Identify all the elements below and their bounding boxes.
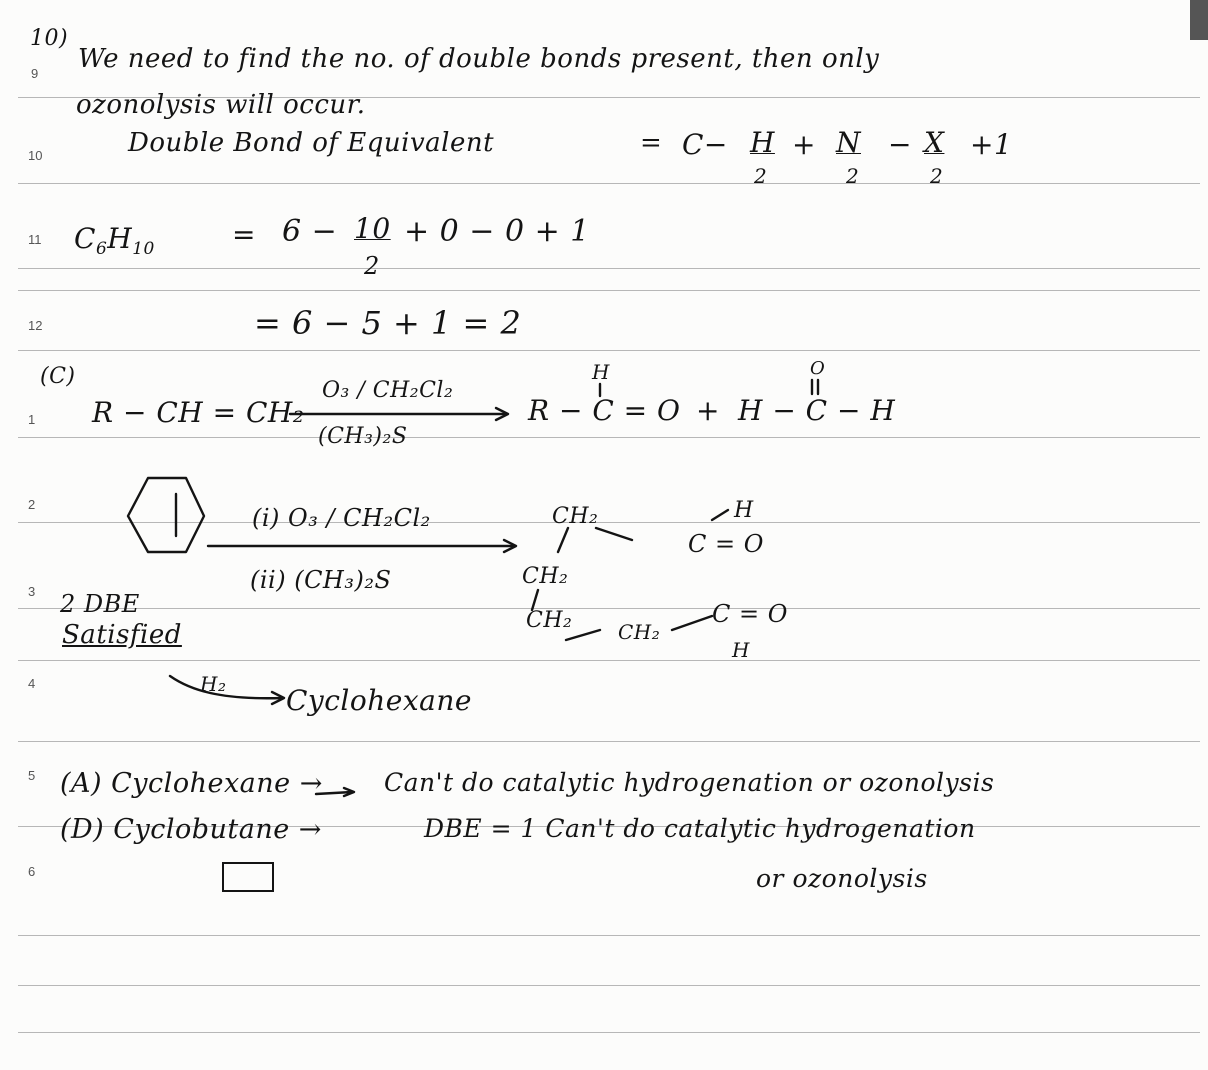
compound-formula: $C_6H_{10}$ — [74, 222, 155, 259]
reagent-bottom: (CH₃)₂S — [318, 424, 408, 449]
satisfied-label: Satisfied — [62, 620, 182, 650]
bond-line — [558, 528, 568, 552]
line-number: 5 — [28, 768, 36, 783]
intro-line-2: ozonolysis will occur. — [76, 90, 366, 120]
question-number: 10) — [30, 26, 69, 51]
dbe-x: X — [924, 126, 945, 159]
calc1-rhs: + 0 − 0 + 1 — [404, 214, 590, 249]
calc1-eq: = — [232, 218, 256, 251]
product-ch2-top: CH₂ — [552, 504, 599, 529]
calc1-lhs: 6 − — [282, 214, 338, 249]
h2-label: H₂ — [200, 672, 227, 696]
calc1-numerator: 10 — [354, 212, 391, 245]
line-number: 1 — [28, 412, 36, 427]
dbe-count: 2 DBE — [60, 590, 140, 618]
reagent-top: O₃ / CH₂Cl₂ — [322, 378, 454, 403]
product-h-bot: H — [732, 638, 750, 662]
note-a-label: (A) Cyclohexane → — [60, 768, 323, 799]
line-number: 9 — [31, 66, 39, 81]
dbe-c: C− — [682, 128, 728, 161]
product-co-bot: C = O — [712, 600, 788, 628]
option-c-label: (C) — [40, 364, 76, 389]
h2-arrow — [170, 676, 282, 698]
note-d-label: (D) Cyclobutane → — [60, 814, 322, 845]
note-d-text: DBE = 1 Can't do catalytic hydrogenation — [424, 814, 976, 843]
cyclohexene-ring — [128, 478, 204, 552]
product1: R − C = O — [528, 394, 681, 427]
product2: H − C − H — [738, 394, 896, 427]
plus-sign: + — [696, 394, 720, 427]
bond-line — [712, 510, 728, 520]
reactant: R − CH = CH₂ — [92, 396, 305, 429]
product2-o: O — [810, 358, 826, 379]
dbe-minus: − — [888, 128, 912, 161]
line-number: 2 — [28, 497, 36, 512]
dbe-plus: + — [792, 128, 816, 161]
line-number: 10 — [28, 148, 43, 163]
product-ch2-bot: CH₂ — [526, 608, 573, 633]
dbe-denom-x: 2 — [930, 164, 944, 188]
bond-line — [566, 630, 600, 640]
line-number: 6 — [28, 864, 36, 879]
calc1-denominator: 2 — [364, 252, 380, 280]
line-number: 12 — [28, 318, 43, 333]
product-h-top: H — [734, 498, 754, 523]
product-ch2-right: CH₂ — [618, 620, 661, 644]
calc2: = 6 − 5 + 1 = 2 — [254, 304, 522, 342]
line-number: 11 — [28, 232, 42, 247]
intro-line-1: We need to find the no. of double bonds present, then only — [78, 44, 880, 74]
dbe-n: N — [836, 126, 861, 159]
note-d-tail: or ozonolysis — [756, 864, 928, 893]
ring-reagent-1: (i) O₃ / CH₂Cl₂ — [252, 504, 431, 532]
bond-line — [596, 528, 632, 540]
product-co-top: C = O — [688, 530, 764, 558]
dbe-denom-h: 2 — [754, 164, 768, 188]
note-a-text: Can't do catalytic hydrogenation or ozonolysis — [384, 768, 995, 797]
dbe-denom-n: 2 — [846, 164, 860, 188]
bond-line — [672, 616, 712, 630]
dbe-eq: = — [640, 128, 663, 158]
dbe-h: H — [750, 126, 775, 159]
cyclohexane-label: Cyclohexane — [286, 684, 472, 717]
dbe-plus-one: +1 — [970, 128, 1013, 161]
line-number: 4 — [28, 676, 36, 691]
bond-line — [532, 590, 538, 610]
ring-reagent-2: (ii) (CH₃)₂S — [250, 566, 392, 594]
product1-h: H — [592, 360, 610, 384]
dbe-label: Double Bond of Equivalent — [128, 128, 495, 158]
product-ch2-mid: CH₂ — [522, 564, 569, 589]
line-number: 3 — [28, 584, 36, 599]
